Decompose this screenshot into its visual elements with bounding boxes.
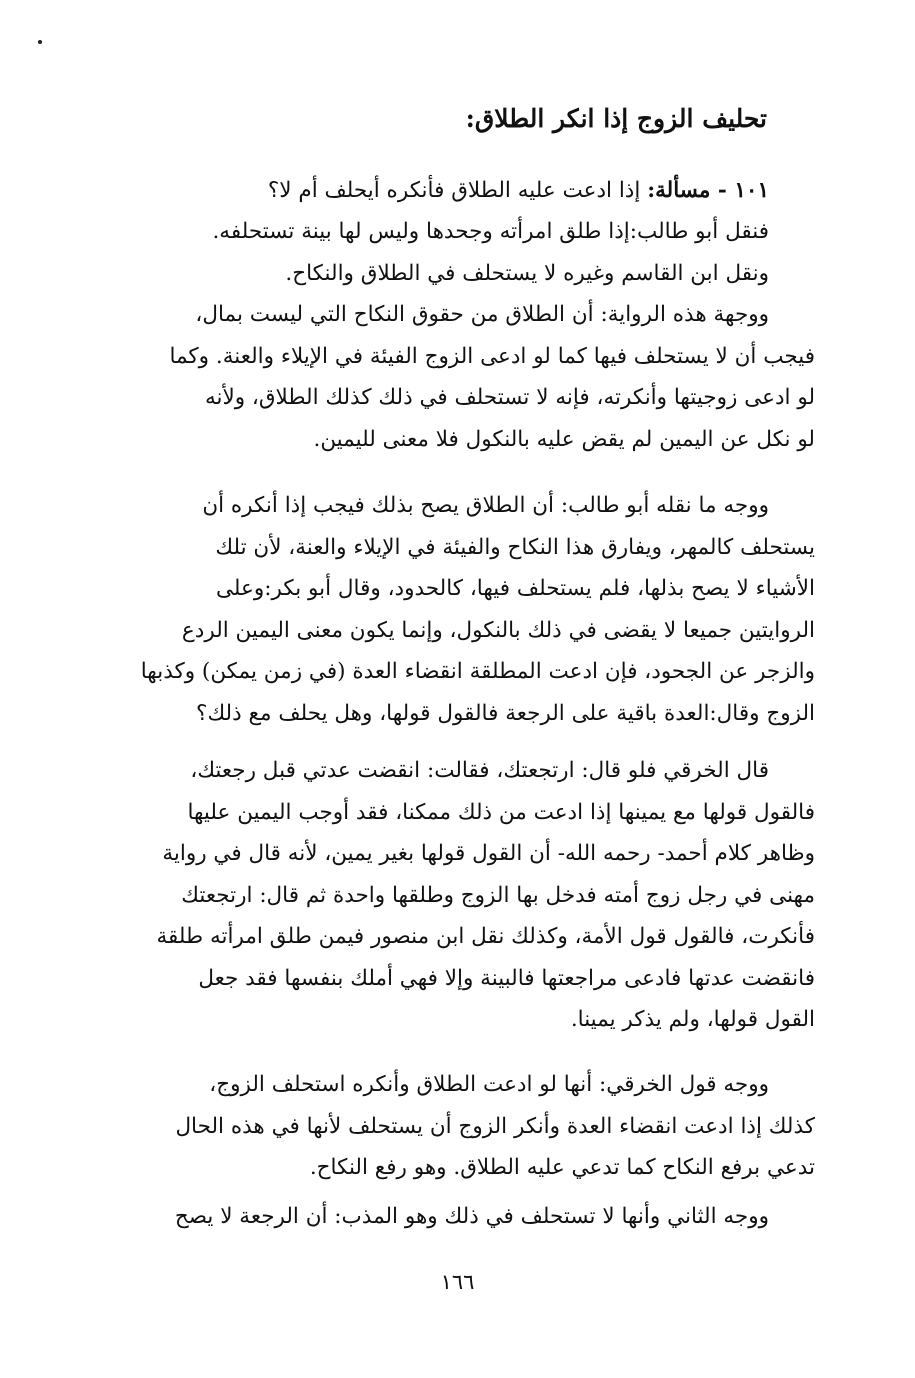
question-text: إذا ادعت عليه الطلاق فأنكره أيحلف أم لا؟ bbox=[267, 178, 648, 203]
text-line: لو نكل عن اليمين لم يقض عليه بالنكول فلا معنى لليمين. bbox=[313, 426, 815, 452]
text-line: قال الخرقي فلو قال: ارتجعتك، فقالت: انقضت عدتي قبل رجعتك، bbox=[190, 758, 769, 783]
text-line: الأشياء لا يصح بذلها، فلم يستحلف فيها، كالحدود، وقال أبو بكر:وعلى bbox=[215, 576, 815, 601]
paragraph bbox=[100, 1064, 815, 1189]
text-line: والزجر عن الجحود، فإن ادعت المطلقة انقضاء العدة (في زمن يمكن) وكذبها bbox=[140, 659, 815, 684]
text-line: فالقول قولها مع يمينها إذا ادعت من ذلك ممكنا، فقد أوجب اليمين عليها bbox=[187, 799, 815, 825]
paragraph bbox=[100, 211, 815, 294]
text-line: القول قولها، ولم يذكر يمينا. bbox=[570, 1007, 815, 1032]
page-number: ١٦٦ bbox=[440, 1270, 475, 1294]
text-line: فانقضت عدتها فادعى مراجعتها فالبينة وإلا فهي أملك بنفسها فقد جعل bbox=[198, 965, 815, 991]
text-line: تدعي برفع النكاح كما تدعي عليه الطلاق. وهو رفع النكاح. bbox=[309, 1155, 815, 1180]
text-line: فيجب أن لا يستحلف فيها كما لو ادعى الزوج الفيئة في الإيلاء والعنة. وكما bbox=[169, 343, 815, 369]
text-line: وظاهر كلام أحمد- رحمه الله- أن القول قولها بغير يمين، لأنه قال في رواية bbox=[162, 841, 815, 866]
text-line: فنقل أبو طالب:إذا طلق امرأته وجحدها وليس لها بينة تستحلفه. bbox=[212, 219, 769, 244]
text-line: ووجه الثاني وأنها لا تستحلف في ذلك وهو المذب: أن الرجعة لا يصح bbox=[174, 1204, 769, 1229]
text-line: فأنكرت، فالقول قول الأمة، وكذلك نقل ابن منصور فيمن طلق امرأته طلقة bbox=[156, 924, 815, 949]
question-paragraph bbox=[100, 170, 815, 212]
text-line: مهنى في رجل زوج أمته فدخل بها الزوج وطلقها واحدة ثم قال: ارتجعتك bbox=[181, 882, 815, 908]
text-line: ووجهة هذه الرواية: أن الطلاق من حقوق النكاح التي ليست بمال، bbox=[195, 302, 769, 327]
paragraph bbox=[100, 750, 815, 1041]
text-line: يستحلف كالمهر، ويفارق هذا النكاح والفيئة في الإيلاء والعنة، لأن تلك bbox=[215, 534, 815, 560]
ink-speck bbox=[38, 40, 42, 44]
question-number: ١٠١ - مسألة: bbox=[647, 178, 769, 203]
text-line: الزوج وقال:العدة باقية على الرجعة فالقول قولها، وهل يحلف مع ذلك؟ bbox=[196, 700, 815, 726]
section-heading: تحليف الزوج إذا انكر الطلاق: bbox=[465, 104, 767, 133]
text-line: ووجه ما نقله أبو طالب: أن الطلاق يصح بذلك فيجب إذا أنكره أن bbox=[202, 493, 769, 518]
text-line: ووجه قول الخرقي: أنها لو ادعت الطلاق وأنكره استحلف الزوج، bbox=[209, 1072, 769, 1097]
paragraph bbox=[100, 1196, 815, 1238]
question-line bbox=[100, 170, 815, 212]
text-line: كذلك إذا ادعت انقضاء العدة وأنكر الزوج أن يستحلف لأنها في هذه الحال bbox=[175, 1113, 815, 1139]
text-line: لو ادعى زوجيتها وأنكرته، فإنه لا تستحلف في ذلك كذلك الطلاق، ولأنه bbox=[204, 385, 815, 410]
text-line: ونقل ابن القاسم وغيره لا يستحلف في الطلاق والنكاح. bbox=[285, 260, 769, 286]
paragraph bbox=[100, 485, 815, 734]
paragraph bbox=[100, 294, 815, 460]
text-line: الروايتين جميعا لا يقضى في ذلك بالنكول، وإنما يكون معنى اليمين الردع bbox=[181, 617, 815, 643]
